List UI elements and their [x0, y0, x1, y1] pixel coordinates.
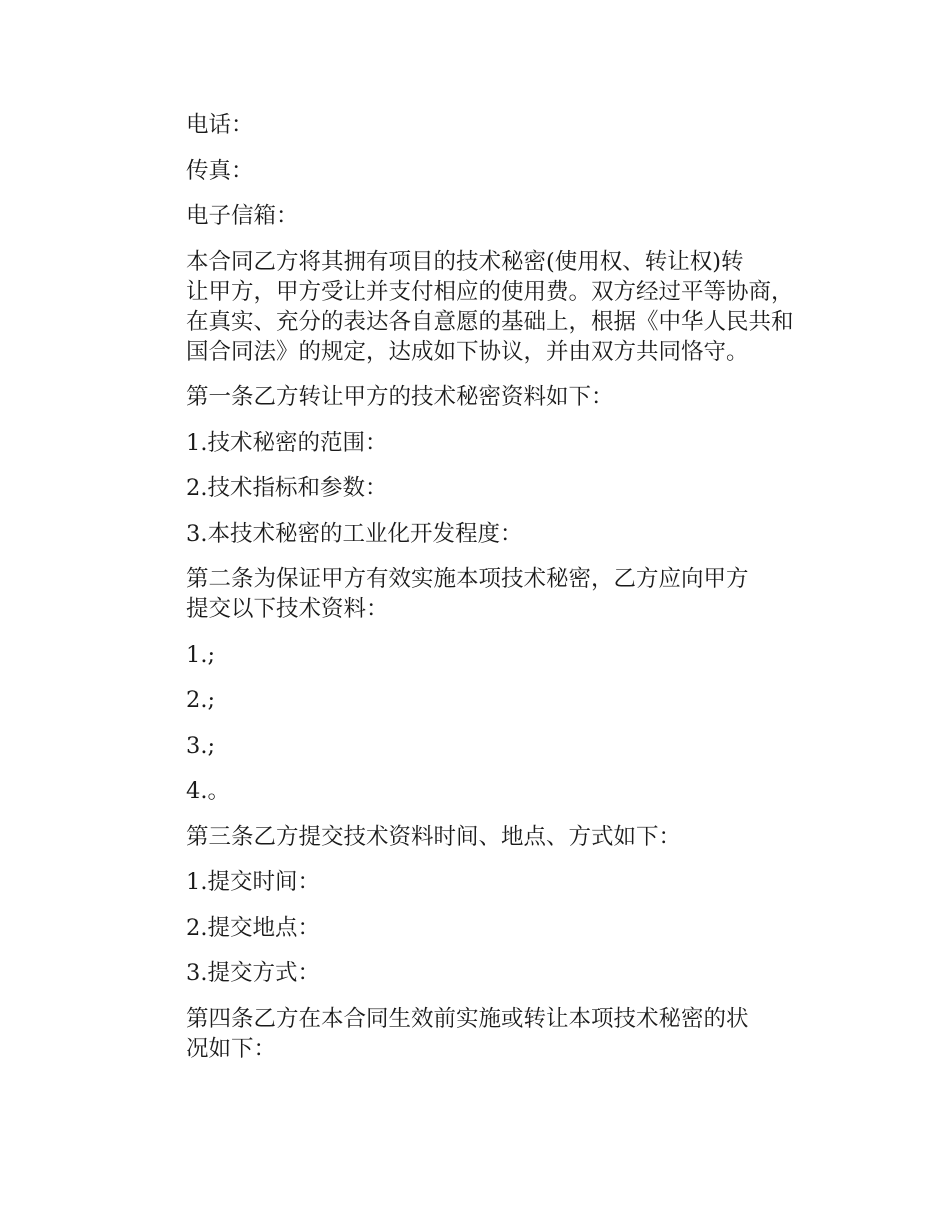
article-1-heading — [141, 382, 809, 412]
text-line: 2.提交地点： — [186, 914, 320, 941]
text-line: 2.技术指标和参数： — [186, 475, 388, 501]
article-2-item — [141, 640, 809, 670]
fax-field-line — [141, 156, 809, 186]
document-body — [141, 110, 809, 1079]
phone-field-line — [141, 110, 809, 140]
text-line: 1.; — [186, 641, 216, 668]
article-2-item — [141, 776, 809, 806]
text-line: 1.提交时间： — [186, 869, 320, 895]
preamble-paragraph — [141, 247, 809, 367]
text-line: 3.; — [186, 732, 216, 759]
text-line: 提交以下技术资料： — [186, 596, 389, 622]
article-1-item — [141, 519, 809, 549]
article-2-item — [141, 685, 809, 715]
text-line: 电话： — [186, 112, 254, 138]
text-line: 4.。 — [186, 778, 230, 804]
article-4-heading — [141, 1004, 809, 1064]
text-line: 在真实、充分的表达各自意愿的基础上，根据《中华人民共和 — [186, 308, 794, 335]
article-3-item — [141, 867, 809, 897]
text-line: 本合同乙方将其拥有项目的技术秘密(使用权、转让权)转 — [186, 248, 744, 275]
text-line: 第一条乙方转让甲方的技术秘密资料如下： — [186, 384, 614, 410]
text-line: 第四条乙方在本合同生效前实施或转让本项技术秘密的状 — [186, 1005, 749, 1032]
text-line: 第二条为保证甲方有效实施本项技术秘密，乙方应向甲方 — [186, 566, 749, 592]
article-3-heading — [141, 822, 809, 852]
text-line: 况如下： — [186, 1035, 277, 1062]
article-2-heading — [141, 564, 809, 624]
text-line: 让甲方，甲方受让并支付相应的使用费。双方经过平等协商， — [186, 278, 794, 305]
text-line: 传真： — [186, 157, 254, 184]
text-line: 1.技术秘密的范围： — [186, 429, 388, 456]
article-1-item — [141, 473, 809, 503]
text-line: 3.本技术秘密的工业化开发程度： — [186, 520, 523, 547]
email-field-line — [141, 201, 809, 231]
article-1-item — [141, 428, 809, 458]
text-line: 3.提交方式： — [186, 960, 320, 986]
article-3-item — [141, 913, 809, 943]
article-3-item — [141, 958, 809, 988]
article-2-item — [141, 731, 809, 761]
text-line: 电子信箱： — [186, 203, 299, 229]
text-line: 第三条乙方提交技术资料时间、地点、方式如下： — [186, 823, 682, 850]
text-line: 国合同法》的规定，达成如下协议，并由双方共同恪守。 — [186, 338, 749, 365]
text-line: 2.; — [186, 687, 216, 713]
